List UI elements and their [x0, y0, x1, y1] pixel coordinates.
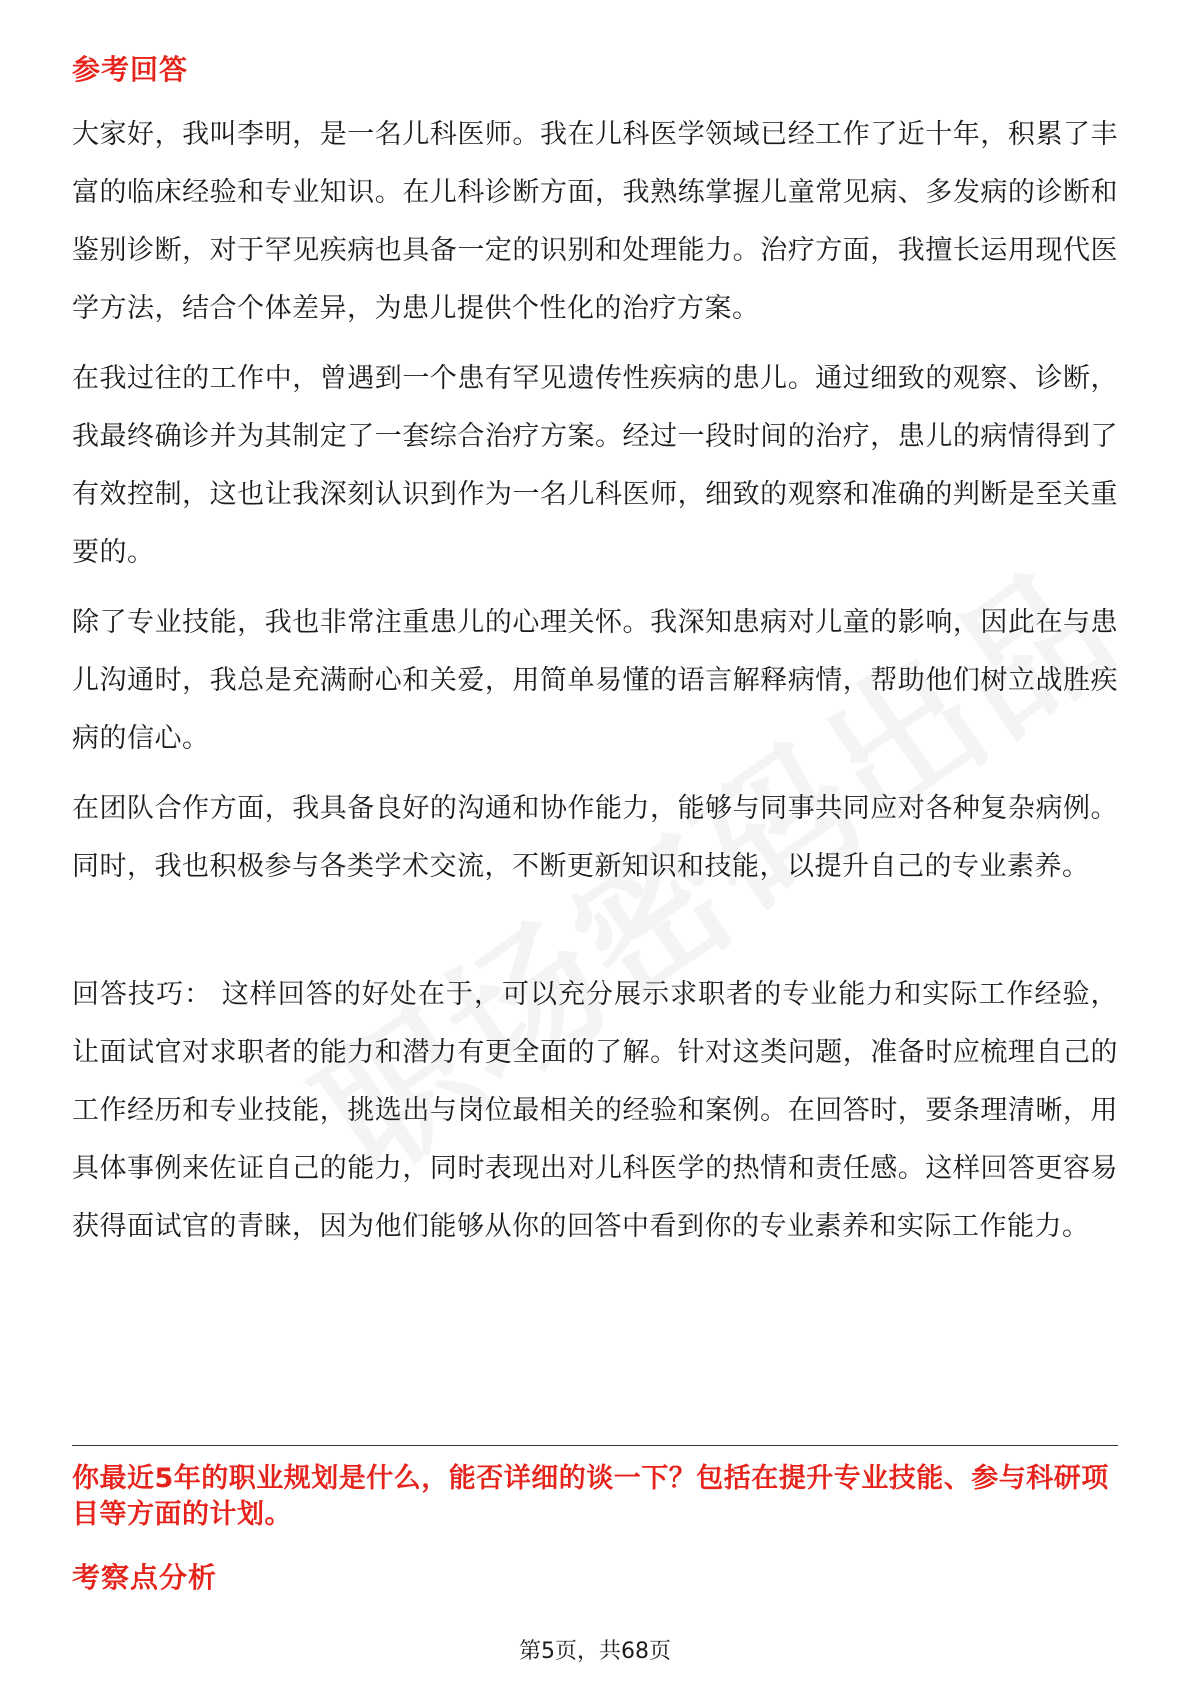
- paragraph-case: 在我过往的工作中，曾遇到一个患有罕见遗传性疾病的患儿。通过细致的观察、诊断，我最终确诊并为其制定了一套综合治疗方案。经过一段时间的治疗，患儿的病情得到了有效控制，这也让我深刻认识到作为一名儿科医师，细致的观察和准确的判断是至关重要的。: [72, 363, 1118, 568]
- section-heading-answer: 参考回答: [72, 53, 189, 86]
- paragraph-intro: 大家好，我叫李明，是一名儿科医师。我在儿科医学领域已经工作了近十年，积累了丰富的临床经验和专业知识。在儿科诊断方面，我熟练掌握儿童常见病、多发病的诊断和鉴别诊断，对于罕见疾病也具备一定的识别和处理能力。治疗方面，我擅长运用现代医学方法，结合个体差异，为患儿提供个性化的治疗方案。: [72, 119, 1118, 324]
- section-divider: [72, 1445, 1118, 1446]
- paragraph-care: 除了专业技能，我也非常注重患儿的心理关怀。我深知患病对儿童的影响，因此在与患儿沟通时，我总是充满耐心和关爱，用简单易懂的语言解释病情，帮助他们树立战胜疾病的信心。: [72, 607, 1118, 754]
- paragraph-tips: 回答技巧： 这样回答的好处在于，可以充分展示求职者的专业能力和实际工作经验，让面试官对求职者的能力和潜力有更全面的了解。针对这类问题，准备时应梳理自己的工作经历和专业技能，挑选出与岗位最相关的经验和案例。在回答时，要条理清晰，用具体事例来佐证自己的能力，同时表现出对儿科医学的热情和责任感。这样回答更容易获得面试官的青睐，因为他们能够从你的回答中看到你的专业素养和实际工作能力。: [72, 979, 1118, 1242]
- section-heading-analysis: 考察点分析: [72, 1561, 218, 1594]
- paragraph-teamwork: 在团队合作方面，我具备良好的沟通和协作能力，能够与同事共同应对各种复杂病例。同时，我也积极参与各类学术交流，不断更新知识和技能，以提升自己的专业素养。: [72, 793, 1118, 882]
- page-number: 第5页，共68页: [519, 1639, 671, 1664]
- next-question: 你最近5年的职业规划是什么，能否详细的谈一下？包括在提升专业技能、参与科研项目等方面的计划。: [72, 1463, 1109, 1530]
